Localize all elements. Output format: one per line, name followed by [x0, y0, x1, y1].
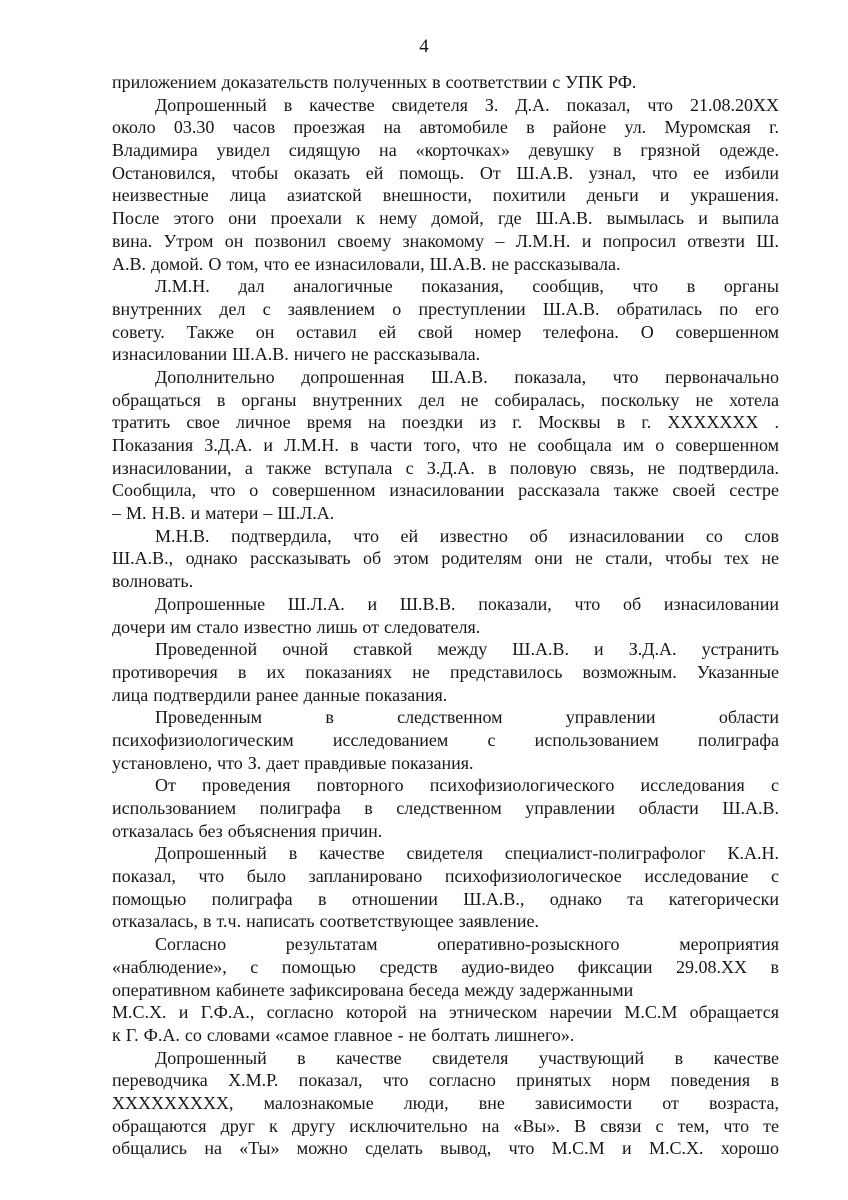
text-line: Сообщила, что о совершенном изнасиловании рассказала также своей сестре	[112, 480, 779, 501]
text-line: Допрошенный в качестве свидетеля специалист-полиграфолог К.А.Н.	[155, 843, 779, 864]
text-line: Показания З.Д.А. и Л.М.Н. в части того, что не сообщала им о совершенном	[112, 435, 779, 455]
text-line: После этого они проехали к нему домой, где Ш.А.В. вымылась и выпила	[112, 208, 779, 229]
text-line: М.Н.В. подтвердила, что ей известно об изнасиловании со слов	[155, 525, 779, 546]
text-line: общались на «Ты» можно сделать вывод, что М.С.М и М.С.Х. хорошо	[112, 1138, 779, 1159]
text-line: лица подтвердили ранее данные показания.	[112, 684, 448, 705]
text-line: установлено, что З. дает правдивые показания.	[112, 752, 474, 773]
text-line: Допрошенный в качестве свидетеля З. Д.А. показал, что 21.08.20ХХ	[155, 94, 779, 115]
text-line: обращаются друг к другу исключительно на «Вы». В связи с тем, что те	[112, 1115, 779, 1136]
text-line: Дополнительно допрошенная Ш.А.В. показала, что первоначально	[155, 366, 779, 387]
text-line: А.В. домой. О том, что ее изнасиловали, Ш.А.В. не рассказывала.	[112, 253, 621, 274]
text-line: приложением доказательств полученных в соответствии с УПК РФ.	[112, 72, 637, 92]
text-line: Проведенной очной ставкой между Ш.А.В. и З.Д.А. устранить	[155, 639, 779, 660]
text-line: отказалась без объяснения причин.	[112, 820, 383, 841]
text-line: М.С.Х. и Г.Ф.А., согласно которой на этническом наречии М.С.М обращается	[112, 1002, 779, 1023]
text-line: использованием полиграфа в следственном управлении области Ш.А.В.	[112, 798, 779, 818]
text-line: неизвестные лица азиатской внешности, похитили деньги и украшения.	[112, 185, 779, 206]
text-line: – М. Н.В. и матери – Ш.Л.А.	[112, 503, 335, 524]
text-line: обращаться в органы внутренних дел не собиралась, поскольку не хотела	[112, 389, 779, 410]
page-number: 4	[419, 36, 429, 57]
text-line: переводчика Х.М.Р. показал, что согласно принятых норм поведения в	[112, 1070, 779, 1091]
text-line: Ш.А.В., однако рассказывать об этом родителям они не стали, чтобы тех не	[112, 548, 779, 569]
text-line: совету. Также он оставил ей свой номер телефона. О совершенном	[112, 321, 779, 342]
text-line: противоречия в их показаниях не представилось возможным. Указанные	[112, 661, 779, 682]
text-line: Л.М.Н. дал аналогичные показания, сообщив, что в органы	[155, 276, 779, 297]
text-line: дочери им стало известно лишь от следователя.	[112, 616, 481, 637]
document-text-block	[112, 71, 779, 1160]
text-line: волновать.	[112, 571, 194, 592]
text-line: От проведения повторного психофизиологического исследования с	[155, 775, 779, 796]
text-line: внутренних дел с заявлением о преступлении Ш.А.В. обратилась по его	[112, 298, 779, 319]
text-line: Допрошенные Ш.Л.А. и Ш.В.В. показали, что об изнасиловании	[155, 593, 779, 614]
text-line: около 03.30 часов проезжая на автомобиле в районе ул. Муромская г.	[112, 117, 779, 138]
text-line: тратить свое личное время на поездки из г. Москвы в г. ХХХХХХХ .	[112, 412, 779, 433]
text-line: психофизиологическим исследованием с использованием полиграфа	[112, 729, 779, 750]
text-line: вина. Утром он позвонил своему знакомому – Л.М.Н. и попросил отвезти Ш.	[112, 230, 779, 251]
text-line: оперативном кабинете зафиксирована беседа между задержанными	[112, 979, 634, 1000]
text-line: показал, что было запланировано психофизиологическое исследование с	[112, 866, 779, 887]
text-line: Остановился, чтобы оказать ей помощь. От Ш.А.В. узнал, что ее избили	[112, 162, 779, 183]
text-line: отказалась, в т.ч. написать соответствующее заявление.	[112, 911, 540, 932]
text-line: изнасиловании, а также вступала с З.Д.А. в половую связь, не подтвердила.	[112, 457, 779, 478]
text-line: Согласно результатам оперативно-розыскного мероприятия	[155, 934, 779, 955]
text-line: ХХХХХХХХХ, малознакомые люди, вне зависимости от возраста,	[112, 1092, 779, 1113]
text-line: Владимира увидел сидящую на «корточках» девушку в грязной одежде.	[112, 140, 779, 161]
text-line: помощью полиграфа в отношении Ш.А.В., однако та категорически	[112, 888, 779, 909]
text-line: Проведенным в следственном управлении области	[155, 707, 779, 728]
text-line: «наблюдение», с помощью средств аудио-видео фиксации 29.08.ХХ в	[112, 956, 779, 977]
text-line: Допрошенный в качестве свидетеля участвующий в качестве	[155, 1047, 779, 1068]
text-line: к Г. Ф.А. со словами «самое главное - не болтать лишнего».	[112, 1024, 575, 1045]
text-line: изнасиловании Ш.А.В. ничего не рассказывала.	[112, 344, 481, 365]
